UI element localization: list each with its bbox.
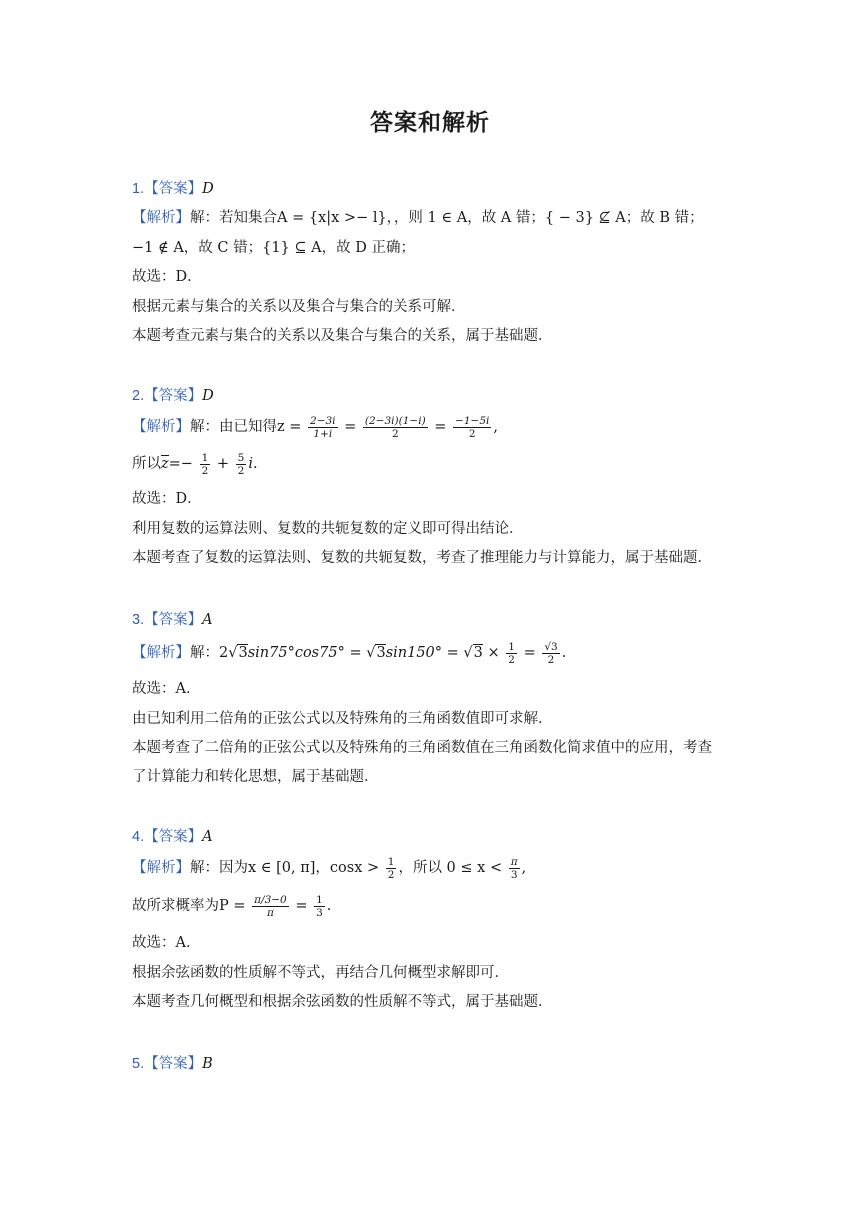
q2-analysis-line: 【解析】解：由已知得z = $\frac{2-3i}{1+i}$ = $\frac{(2-3i)(1-i)}{2}$ = $\frac{-1-5i}{2}$ , xyxy=(132,414,498,440)
q2-fraction-1: $\frac{2-3i}{1+i}$ xyxy=(310,414,336,440)
q2-fraction-5: $\frac{5}{2}$ xyxy=(237,451,245,477)
q1-text-3: 故选：D． xyxy=(132,269,202,285)
q3-fraction-1: $\frac{1}{2}$ xyxy=(508,640,515,666)
answer-label: 【答案】 xyxy=(144,829,203,845)
q2-fraction-3: $\frac{-1-5i}{2}$ xyxy=(455,414,490,440)
answer-label: 【答案】 xyxy=(144,612,203,628)
q4-number: 4. xyxy=(132,829,145,845)
answer-label: 【答案】 xyxy=(144,388,203,404)
q3-answer-line xyxy=(132,609,213,631)
q2-fraction-2: $\frac{(2-3i)(1-i)}{2}$ xyxy=(364,414,426,440)
q1-answer-line xyxy=(132,178,214,200)
q1-analysis-line xyxy=(132,207,704,229)
q1-text-1: 解：若知集合A = {x|x >− l}，，则 1 ∈ A，故 A 错；{ − 3} ⊈ A；故 B 错； xyxy=(190,210,704,226)
q5-answer-line xyxy=(132,1053,213,1075)
q2-conjugate-z: z xyxy=(161,456,169,472)
q3-text-5: 了计算能力和转化思想，属于基础题． xyxy=(132,769,379,785)
analysis-label: 【解析】 xyxy=(132,419,190,435)
q2-answer-line xyxy=(132,385,214,407)
q3-answer: A xyxy=(202,612,213,628)
q3-text-2: 故选：A． xyxy=(132,681,201,697)
q4-fraction-1: $\frac{1}{2}$ xyxy=(387,855,395,881)
analysis-label: 【解析】 xyxy=(132,860,190,876)
analysis-label: 【解析】 xyxy=(132,645,190,661)
q4-text-4: 根据余弦函数的性质解不等式，再结合几何概型求解即可． xyxy=(132,965,509,981)
analysis-label: 【解析】 xyxy=(132,210,190,226)
page-title: 答案和解析 xyxy=(370,110,490,136)
q4-text-5: 本题考查几何概型和根据余弦函数的性质解不等式，属于基础题． xyxy=(132,994,553,1010)
q1-number: 1. xyxy=(132,181,145,197)
q2-fraction-4: $\frac{1}{2}$ xyxy=(201,451,209,477)
q2-text-4: 利用复数的运算法则、复数的共轭复数的定义即可得出结论． xyxy=(132,521,524,537)
q2-text-2: 所以z=− $\frac{1}{2}$ + $\frac{5}{2}$ i. xyxy=(132,451,258,477)
q5-number: 5. xyxy=(132,1056,145,1072)
q1-text-4: 根据元素与集合的关系以及集合与集合的关系可解． xyxy=(132,299,466,315)
q3-text-4: 本题考查了二倍角的正弦公式以及特殊角的三角函数值在三角函数化简求值中的应用，考查 xyxy=(132,740,712,756)
q1-answer: D xyxy=(202,181,214,197)
answer-label: 【答案】 xyxy=(144,1056,203,1072)
q2-text-5: 本题考查了复数的运算法则、复数的共轭复数，考查了推理能力与计算能力，属于基础题． xyxy=(132,550,712,566)
q2-answer: D xyxy=(202,388,214,404)
q1-text-5: 本题考查元素与集合的关系以及集合与集合的关系，属于基础题． xyxy=(132,328,553,344)
q4-answer-line xyxy=(132,826,213,848)
q1-text-2: −1 ∉ A，故 C 错；{1} ⊆ A，故 D 正确； xyxy=(132,240,415,256)
q4-text-2: 故所求概率为P = $\frac{\pi/3-0}{\pi}$ = $\frac{1}{3}$ . xyxy=(132,893,332,919)
q2-number: 2. xyxy=(132,388,145,404)
q4-fraction-3: $\frac{\pi/3-0}{\pi}$ xyxy=(254,893,287,919)
q4-fraction-4: $\frac{1}{3}$ xyxy=(316,893,323,919)
q4-fraction-2: $\frac{\pi}{3}$ xyxy=(510,855,518,881)
q2-text-3: 故选：D． xyxy=(132,491,202,507)
q4-analysis-line: 【解析】解：因为x ∈ [0, π]，cosx > $\frac{1}{2}$ ，所以 0 ≤ x < $\frac{\pi}{3}$ , xyxy=(132,855,527,881)
q3-analysis-line: 【解析】解：2√3sin75°cos75° = √3sin150° = √3 × $\frac{1}{2}$ = $\frac{√3}{2}$ . xyxy=(132,640,567,666)
answer-label: 【答案】 xyxy=(144,181,203,197)
q3-number: 3. xyxy=(132,612,145,628)
q4-answer: A xyxy=(202,829,213,845)
q3-fraction-2: $\frac{√3}{2}$ xyxy=(544,640,558,666)
q5-answer: B xyxy=(202,1056,213,1072)
q2-text-1-pre: 解：由已知得z = xyxy=(190,419,302,435)
q4-text-3: 故选：A． xyxy=(132,935,201,951)
q3-text-3: 由已知利用二倍角的正弦公式以及特殊角的三角函数值即可求解． xyxy=(132,711,553,727)
